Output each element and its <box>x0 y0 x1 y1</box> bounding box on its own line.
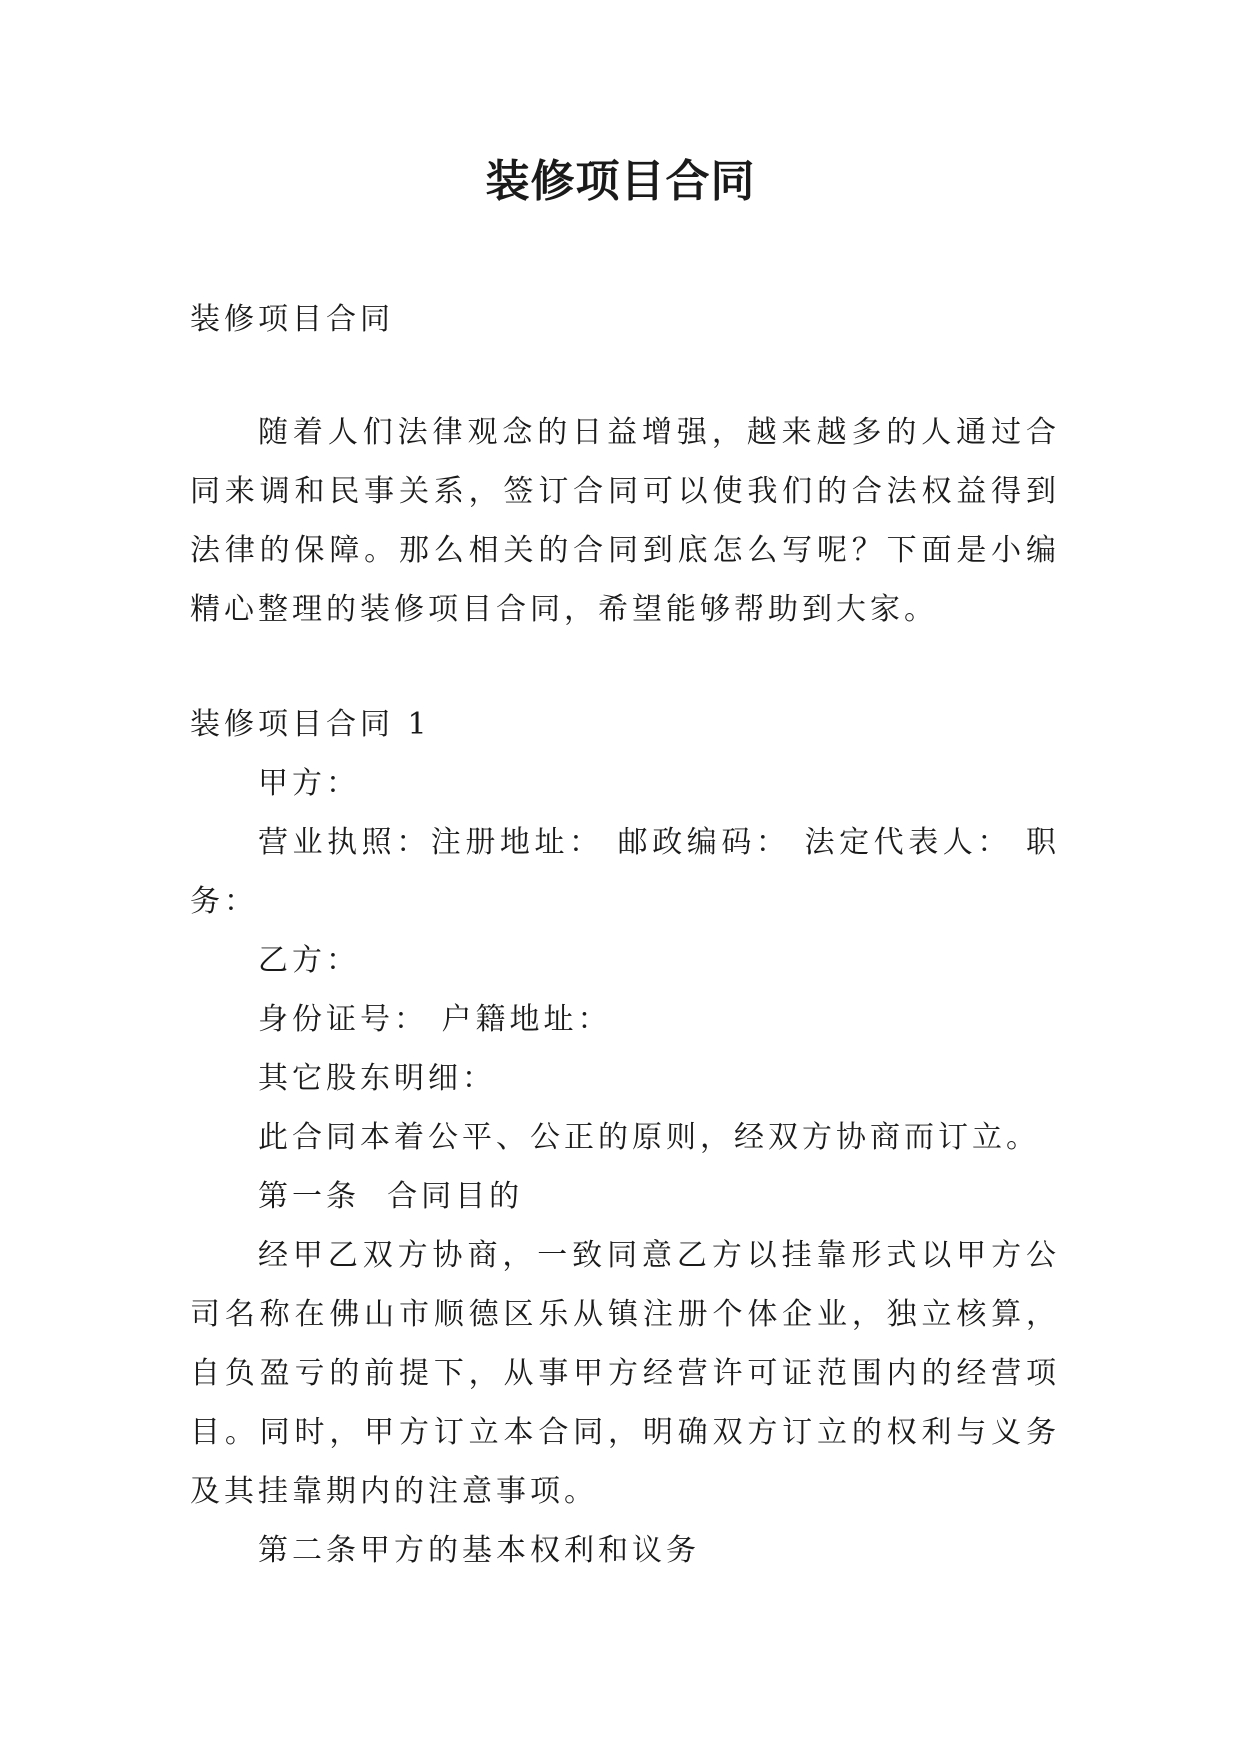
other-shareholders: 其它股东明细： <box>258 1061 496 1096</box>
party-a-details: 营业执照：注册地址： 邮政编码： 法定代表人： 职务： <box>190 825 1060 919</box>
party-b-label: 乙方： <box>258 943 360 978</box>
intro-block <box>190 403 1060 639</box>
contract-section <box>190 695 1060 1580</box>
section-heading: 装修项目合同 1 <box>190 707 431 742</box>
article-2-title: 第二条甲方的基本权利和议务 <box>258 1533 700 1568</box>
party-b-details: 身份证号： 户籍地址： <box>258 1002 612 1037</box>
article-1-title: 第一条 合同目的 <box>258 1179 524 1214</box>
principle-statement: 此合同本着公平、公正的原则，经双方协商而订立。 <box>258 1120 1040 1155</box>
document-title: 装修项目合同 <box>485 156 756 207</box>
article-1-body: 经甲乙双方协商，一致同意乙方以挂靠形式以甲方公司名称在佛山市顺德区乐从镇注册个体企业，独立核算，自负盈亏的前提下，从事甲方经营许可证范围内的经营项目。同时，甲方订立本合同，明确双方订立的权利与义务及其挂靠期内的注意事项。 <box>190 1238 1060 1509</box>
party-a-label: 甲方： <box>258 766 360 801</box>
intro-paragraph: 随着人们法律观念的日益增强，越来越多的人通过合同来调和民事关系，签订合同可以使我们的合法权益得到法律的保障。那么相关的合同到底怎么写呢？下面是小编精心整理的装修项目合同，希望能够帮助到大家。 <box>190 415 1060 627</box>
document-subtitle: 装修项目合同 <box>190 302 394 337</box>
subtitle-block <box>190 290 1060 349</box>
